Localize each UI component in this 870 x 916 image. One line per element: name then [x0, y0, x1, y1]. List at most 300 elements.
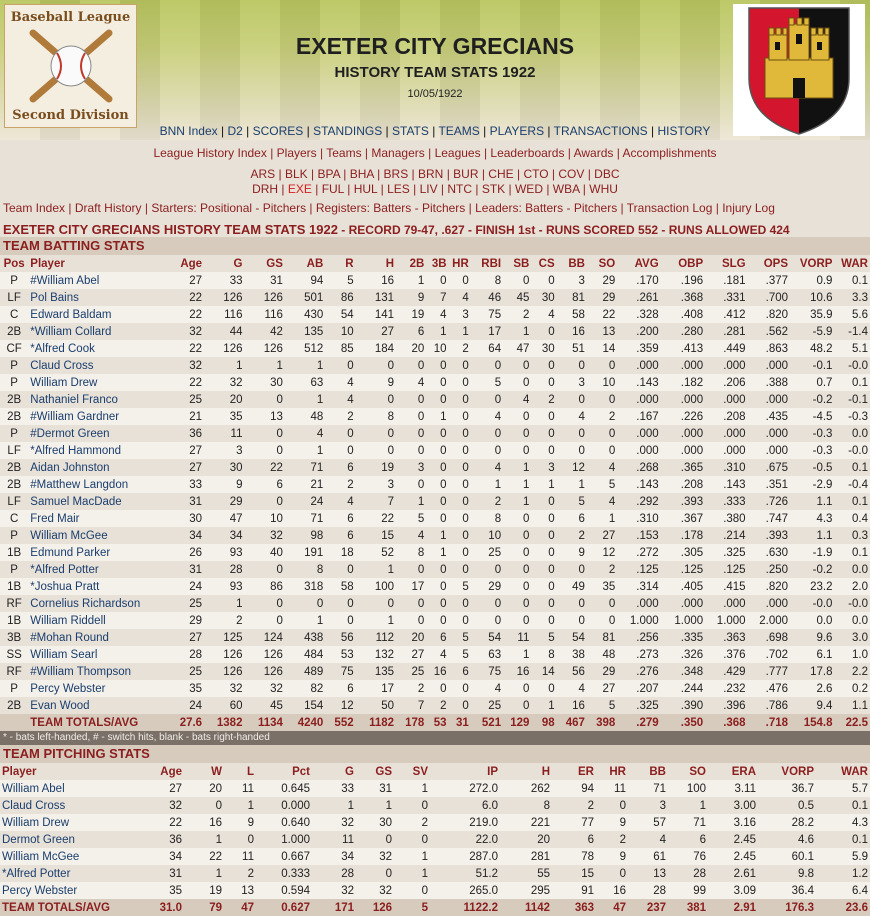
- player-link[interactable]: William McGee: [28, 527, 163, 544]
- cell-hr: 0: [449, 510, 471, 527]
- cell-war: 3.0: [834, 629, 870, 646]
- cell-ops: .562: [748, 323, 790, 340]
- registers-pitchers-link[interactable]: Pitchers: [421, 201, 466, 215]
- player-link[interactable]: William Drew: [0, 814, 136, 831]
- league-nav-teams[interactable]: Teams: [326, 146, 362, 160]
- column-header-player[interactable]: Player: [2, 765, 37, 778]
- cell-so: 12: [587, 544, 617, 561]
- cell-age: 22: [164, 306, 204, 323]
- total-rbi: 521: [471, 714, 503, 731]
- total-hr: 31: [449, 714, 471, 731]
- column-header-hr[interactable]: HR: [452, 257, 469, 270]
- player-link[interactable]: Cornelius Richardson: [28, 595, 163, 612]
- cell-g: 2: [204, 612, 244, 629]
- cell-so: 71: [668, 814, 708, 831]
- cell-pos: 1B: [0, 544, 28, 561]
- cell-slg: .331: [705, 289, 747, 306]
- leaders-pitchers-link[interactable]: Pitchers: [573, 201, 618, 215]
- cell-h: 9: [356, 374, 396, 391]
- cell-h: 19: [356, 459, 396, 476]
- column-header-w[interactable]: W: [211, 765, 222, 778]
- player-link[interactable]: Nathaniel Franco: [28, 391, 163, 408]
- cell-3b: 0: [426, 493, 448, 510]
- column-header-ip[interactable]: IP: [487, 765, 498, 778]
- player-link[interactable]: William Drew: [28, 374, 163, 391]
- total-ip: 1122.2: [430, 899, 500, 916]
- cell-2b: 8: [396, 544, 426, 561]
- cell-era: 2.45: [708, 831, 758, 848]
- column-header-rbi[interactable]: RBI: [481, 257, 502, 270]
- cell-3b: 0: [426, 357, 448, 374]
- table-row: [0, 578, 870, 595]
- cell-gs: 0: [244, 612, 284, 629]
- league-nav-leagues[interactable]: Leagues: [434, 146, 481, 160]
- cell-cs: 0: [531, 595, 556, 612]
- cell-hr: 2: [449, 340, 471, 357]
- player-link[interactable]: #William Abel: [28, 272, 163, 289]
- cell-hr: 3: [449, 306, 471, 323]
- cell-g: 93: [204, 578, 244, 595]
- starters-positional-link[interactable]: Positional: [200, 201, 253, 215]
- cell-ab: 48: [285, 408, 325, 425]
- top-nav-standings[interactable]: STANDINGS: [313, 124, 383, 138]
- cell-pos: P: [0, 425, 28, 442]
- column-header-avg[interactable]: AVG: [634, 257, 659, 270]
- player-link[interactable]: Fred Mair: [28, 510, 163, 527]
- cell-pos: P: [0, 680, 28, 697]
- cell-l: 2: [224, 865, 256, 882]
- player-link[interactable]: William McGee: [0, 848, 136, 865]
- table-row: [0, 797, 870, 814]
- team-code-les[interactable]: LES: [387, 182, 410, 196]
- cell-2b: 9: [396, 289, 426, 306]
- column-header-sb[interactable]: SB: [513, 257, 530, 270]
- cell-avg: .272: [617, 544, 660, 561]
- cell-slg: .376: [705, 646, 747, 663]
- player-link[interactable]: *Alfred Potter: [28, 561, 163, 578]
- cell-slg: .396: [705, 697, 747, 714]
- cell-gs: 0: [244, 493, 284, 510]
- player-link[interactable]: *William Collard: [28, 323, 163, 340]
- cell-rbi: 0: [471, 391, 503, 408]
- player-link[interactable]: Percy Webster: [0, 882, 136, 899]
- player-link[interactable]: #William Thompson: [28, 663, 163, 680]
- table-row: [0, 493, 870, 510]
- column-header-bb[interactable]: BB: [568, 257, 585, 270]
- cell-r: 6: [325, 459, 355, 476]
- cell-h: 50: [356, 697, 396, 714]
- column-header-er[interactable]: ER: [578, 765, 594, 778]
- cell-bb: 4: [557, 408, 587, 425]
- player-link[interactable]: Evan Wood: [28, 697, 163, 714]
- cell-bb: 54: [557, 629, 587, 646]
- column-header-g[interactable]: G: [233, 257, 243, 270]
- team-code-ntc[interactable]: NTC: [447, 182, 473, 196]
- injury-log-link[interactable]: Injury Log: [722, 201, 775, 215]
- player-link[interactable]: #Dermot Green: [28, 425, 163, 442]
- cell-hr: 0: [449, 697, 471, 714]
- cell-war: 5.9: [816, 848, 870, 865]
- player-link[interactable]: William Searl: [28, 646, 163, 663]
- player-link[interactable]: Claud Cross: [0, 797, 136, 814]
- cell-vorp: 0.0: [790, 612, 834, 629]
- team-code-exe[interactable]: EXE: [287, 182, 312, 196]
- player-link[interactable]: Percy Webster: [28, 680, 163, 697]
- cell-gs: 1: [244, 357, 284, 374]
- cell-bb: 0: [557, 357, 587, 374]
- player-link[interactable]: *Joshua Pratt: [28, 578, 163, 595]
- top-nav-stats[interactable]: STATS: [392, 124, 429, 138]
- team-code-hul[interactable]: HUL: [353, 182, 378, 196]
- player-link[interactable]: Pol Bains: [28, 289, 163, 306]
- column-header-war[interactable]: WAR: [841, 257, 868, 270]
- cell-ops: .000: [748, 595, 790, 612]
- cell-sb: 0: [503, 442, 531, 459]
- cell-er: 91: [552, 882, 596, 899]
- cell-bb: 0: [557, 595, 587, 612]
- player-link[interactable]: #William Gardner: [28, 408, 163, 425]
- cell-2b: 0: [396, 442, 426, 459]
- starters-pitchers-link[interactable]: Pitchers: [262, 201, 307, 215]
- team-codes-nav: [0, 164, 870, 197]
- total-cs: 98: [531, 714, 556, 731]
- cell-era: 3.09: [708, 882, 758, 899]
- cell-cs: 0: [531, 510, 556, 527]
- cell-g: 93: [204, 544, 244, 561]
- cell-bb: 0: [557, 442, 587, 459]
- column-header-sv[interactable]: SV: [412, 765, 428, 778]
- cell-war: 4.3: [816, 814, 870, 831]
- cell-slg: .412: [705, 306, 747, 323]
- cell-hr: 5: [449, 646, 471, 663]
- top-nav-history[interactable]: HISTORY: [657, 124, 711, 138]
- team-index-link[interactable]: Team Index: [3, 201, 66, 215]
- cell-age: 22: [136, 814, 184, 831]
- cell-war: -0.0: [834, 595, 870, 612]
- team-code-brn[interactable]: BRN: [418, 167, 444, 181]
- cell-bb: 16: [557, 697, 587, 714]
- top-nav-scores[interactable]: SCORES: [252, 124, 304, 138]
- cell-2b: 17: [396, 578, 426, 595]
- team-code-whu[interactable]: WHU: [589, 182, 618, 196]
- cell-vorp: 1.1: [790, 527, 834, 544]
- cell-age: 35: [136, 882, 184, 899]
- total-pos: [0, 714, 28, 731]
- cell-sb: 0: [503, 357, 531, 374]
- cell-so: 5: [587, 476, 617, 493]
- team-code-ful[interactable]: FUL: [321, 182, 344, 196]
- league-logo[interactable]: [4, 4, 137, 128]
- player-link[interactable]: Claud Cross: [28, 357, 163, 374]
- cell-sb: 16: [503, 663, 531, 680]
- cell-sb: 1: [503, 493, 531, 510]
- team-code-brs[interactable]: BRS: [383, 167, 409, 181]
- cell-cs: 0: [531, 425, 556, 442]
- cell-era: 3.00: [708, 797, 758, 814]
- team-code-liv[interactable]: LIV: [419, 182, 438, 196]
- column-header-h[interactable]: H: [541, 765, 550, 778]
- cell-ops: .698: [748, 629, 790, 646]
- cell-r: 4: [325, 493, 355, 510]
- cell-war: 6.4: [816, 882, 870, 899]
- cell-sb: 47: [503, 340, 531, 357]
- cell-war: 0.1: [834, 544, 870, 561]
- cell-war: -1.4: [834, 323, 870, 340]
- league-nav-league-history-index[interactable]: League History Index: [153, 146, 267, 160]
- cell-rbi: 63: [471, 646, 503, 663]
- cell-bb: 3: [557, 374, 587, 391]
- cell-2b: 0: [396, 357, 426, 374]
- cell-slg: .143: [705, 476, 747, 493]
- cell-gs: 1: [356, 797, 394, 814]
- cell-3b: 0: [426, 595, 448, 612]
- league-nav-players[interactable]: Players: [276, 146, 317, 160]
- total-r: 552: [325, 714, 355, 731]
- cell-sb: 1: [503, 323, 531, 340]
- team-code-wed[interactable]: WED: [514, 182, 543, 196]
- column-header-3b[interactable]: 3B: [431, 257, 447, 270]
- cell-vorp: 0.9: [790, 272, 834, 289]
- table-row: [0, 272, 870, 289]
- cell-so: 81: [587, 629, 617, 646]
- player-link[interactable]: *Alfred Cook: [28, 340, 163, 357]
- cell-obp: .244: [661, 680, 705, 697]
- team-code-dbc[interactable]: DBC: [594, 167, 620, 181]
- cell-hr: 0: [449, 408, 471, 425]
- column-header-player[interactable]: Player: [30, 257, 65, 270]
- cell-w: 16: [184, 814, 224, 831]
- league-nav-accomplishments[interactable]: Accomplishments: [622, 146, 717, 160]
- column-header-h[interactable]: H: [385, 257, 395, 270]
- column-header-vorp[interactable]: VORP: [799, 257, 833, 270]
- player-link[interactable]: Edward Baldam: [28, 306, 163, 323]
- league-logo-top-text: Baseball League: [10, 10, 131, 25]
- cell-avg: .256: [617, 629, 660, 646]
- column-header-l[interactable]: L: [246, 765, 254, 778]
- team-code-bpa[interactable]: BPA: [317, 167, 340, 181]
- cell-g: 32: [204, 374, 244, 391]
- player-link[interactable]: Edmund Parker: [28, 544, 163, 561]
- cell-sb: 0: [503, 408, 531, 425]
- column-header-vorp[interactable]: VORP: [781, 765, 814, 778]
- cell-war: 0.1: [834, 272, 870, 289]
- cell-er: 6: [552, 831, 596, 848]
- team-code-bha[interactable]: BHA: [349, 167, 374, 181]
- registers-batters-link[interactable]: Batters: [373, 201, 412, 215]
- column-header-2b[interactable]: 2B: [409, 257, 425, 270]
- cell-cs: 1: [531, 697, 556, 714]
- cell-3b: 0: [426, 578, 448, 595]
- column-header-so[interactable]: SO: [598, 257, 616, 270]
- cell-hr: 0: [449, 527, 471, 544]
- cell-bb: 13: [628, 865, 668, 882]
- league-nav-leaderboards[interactable]: Leaderboards: [490, 146, 565, 160]
- cell-r: 85: [325, 340, 355, 357]
- cell-3b: 0: [426, 510, 448, 527]
- column-header-war[interactable]: WAR: [841, 765, 868, 778]
- cell-ops: .000: [748, 357, 790, 374]
- cell-obp: .305: [661, 544, 705, 561]
- cell-rbi: 75: [471, 306, 503, 323]
- cell-so: 1: [587, 510, 617, 527]
- team-codes-row: ARS | BLK | BPA | BHA | BRS | BRN | BUR | CHE | CTO | COV | DBC: [250, 167, 620, 181]
- cell-pct: 0.594: [256, 882, 312, 899]
- cell-age: 33: [164, 476, 204, 493]
- cell-w: 1: [184, 831, 224, 848]
- league-nav-awards[interactable]: Awards: [573, 146, 614, 160]
- total-gs: 126: [356, 899, 394, 916]
- cell-obp: .182: [661, 374, 705, 391]
- column-header-pos[interactable]: Pos: [3, 257, 25, 270]
- cell-avg: .268: [617, 459, 660, 476]
- top-nav-bnn-index[interactable]: BNN Index: [159, 124, 218, 138]
- cell-slg: .206: [705, 374, 747, 391]
- column-header-era[interactable]: ERA: [731, 765, 756, 778]
- team-code-che[interactable]: CHE: [488, 167, 514, 181]
- cell-ab: 24: [285, 493, 325, 510]
- league-nav-managers[interactable]: Managers: [371, 146, 425, 160]
- cell-age: 26: [164, 544, 204, 561]
- cell-slg: .125: [705, 561, 747, 578]
- cell-vorp: -4.5: [790, 408, 834, 425]
- total-so: 381: [668, 899, 708, 916]
- cell-g: 44: [204, 323, 244, 340]
- team-code-drh[interactable]: DRH: [252, 182, 279, 196]
- cell-hr: 0: [449, 391, 471, 408]
- column-header-slg[interactable]: SLG: [721, 257, 746, 270]
- cell-g: 20: [204, 391, 244, 408]
- cell-so: 0: [587, 442, 617, 459]
- cell-so: 29: [587, 289, 617, 306]
- cell-vorp: 36.7: [758, 780, 816, 797]
- column-header-g[interactable]: G: [345, 765, 354, 778]
- team-code-bur[interactable]: BUR: [453, 167, 479, 181]
- cell-pos: 2B: [0, 391, 28, 408]
- cell-obp: .365: [661, 459, 705, 476]
- player-link[interactable]: #Mohan Round: [28, 629, 163, 646]
- cell-g: 32: [204, 680, 244, 697]
- column-header-pct[interactable]: Pct: [292, 765, 310, 778]
- column-header-r[interactable]: R: [345, 257, 354, 270]
- cell-g: 1: [204, 357, 244, 374]
- team-code-cov[interactable]: COV: [558, 167, 585, 181]
- cell-g: 11: [204, 425, 244, 442]
- team-code-wba[interactable]: WBA: [552, 182, 580, 196]
- cell-sb: 11: [503, 629, 531, 646]
- draft-history-link[interactable]: Draft History: [74, 201, 142, 215]
- cell-3b: 0: [426, 561, 448, 578]
- cell-so: 76: [668, 848, 708, 865]
- cell-gs: 0: [244, 595, 284, 612]
- cell-sb: 1: [503, 459, 531, 476]
- column-header-gs[interactable]: GS: [266, 257, 283, 270]
- cell-l: 0: [224, 831, 256, 848]
- player-link[interactable]: *Alfred Hammond: [28, 442, 163, 459]
- column-header-age[interactable]: Age: [160, 765, 182, 778]
- cell-g: 126: [204, 289, 244, 306]
- cell-obp: .178: [661, 527, 705, 544]
- player-link[interactable]: Aidan Johnston: [28, 459, 163, 476]
- cell-gs: 0: [244, 442, 284, 459]
- cell-rbi: 25: [471, 697, 503, 714]
- column-header-bb[interactable]: BB: [649, 765, 666, 778]
- cell-h: 184: [356, 340, 396, 357]
- cell-war: 0.1: [816, 797, 870, 814]
- cell-r: 10: [325, 323, 355, 340]
- top-nav-transactions[interactable]: TRANSACTIONS: [553, 124, 648, 138]
- column-header-ab[interactable]: AB: [306, 257, 324, 270]
- team-code-ars[interactable]: ARS: [250, 167, 276, 181]
- cell-h: 55: [500, 865, 552, 882]
- cell-age: 21: [164, 408, 204, 425]
- transaction-log-link[interactable]: Transaction Log: [626, 201, 713, 215]
- column-header-ops[interactable]: OPS: [763, 257, 789, 270]
- column-header-obp[interactable]: OBP: [678, 257, 704, 270]
- column-header-hr[interactable]: HR: [609, 765, 626, 778]
- cell-avg: .125: [617, 561, 660, 578]
- cell-hr: 9: [596, 814, 628, 831]
- leaders-batters-link[interactable]: Batters: [525, 201, 564, 215]
- cell-age: 32: [136, 797, 184, 814]
- cell-g: 28: [204, 561, 244, 578]
- cell-2b: 0: [396, 476, 426, 493]
- cell-cs: 2: [531, 391, 556, 408]
- column-header-so[interactable]: SO: [689, 765, 706, 778]
- cell-hr: 0: [449, 612, 471, 629]
- cell-ops: 2.000: [748, 612, 790, 629]
- table-row: [0, 595, 870, 612]
- team-code-cto[interactable]: CTO: [523, 167, 549, 181]
- table-row: [0, 814, 870, 831]
- cell-r: 0: [325, 612, 355, 629]
- column-header-gs[interactable]: GS: [375, 765, 392, 778]
- cell-ip: 272.0: [430, 780, 500, 797]
- top-nav-d2[interactable]: D2: [227, 124, 243, 138]
- total-avg: .279: [617, 714, 660, 731]
- top-nav-teams[interactable]: TEAMS: [438, 124, 480, 138]
- player-link[interactable]: William Riddell: [28, 612, 163, 629]
- cell-so: 14: [587, 340, 617, 357]
- top-nav-players[interactable]: PLAYERS: [489, 124, 545, 138]
- column-header-cs[interactable]: CS: [538, 257, 555, 270]
- team-code-stk[interactable]: STK: [481, 182, 506, 196]
- player-link[interactable]: Samuel MacDade: [28, 493, 163, 510]
- cell-pct: 0.000: [256, 797, 312, 814]
- cell-so: 0: [587, 612, 617, 629]
- cell-bb: 4: [628, 831, 668, 848]
- cell-obp: .280: [661, 323, 705, 340]
- total-w: 79: [184, 899, 224, 916]
- player-link[interactable]: Dermot Green: [0, 831, 136, 848]
- column-header-age[interactable]: Age: [180, 257, 203, 270]
- player-link[interactable]: *Alfred Potter: [0, 865, 136, 882]
- cell-so: 0: [587, 595, 617, 612]
- cell-gs: 126: [244, 340, 284, 357]
- table-row: [0, 442, 870, 459]
- cell-slg: .000: [705, 442, 747, 459]
- player-link[interactable]: #Matthew Langdon: [28, 476, 163, 493]
- team-code-blk[interactable]: BLK: [284, 167, 308, 181]
- cell-age: 27: [164, 442, 204, 459]
- cell-so: 5: [587, 697, 617, 714]
- cell-ops: .786: [748, 697, 790, 714]
- cell-cs: 0: [531, 544, 556, 561]
- player-link[interactable]: William Abel: [0, 780, 136, 797]
- cell-ab: 191: [285, 544, 325, 561]
- cell-ab: 1: [285, 391, 325, 408]
- cell-g: 34: [204, 527, 244, 544]
- cell-so: 27: [587, 680, 617, 697]
